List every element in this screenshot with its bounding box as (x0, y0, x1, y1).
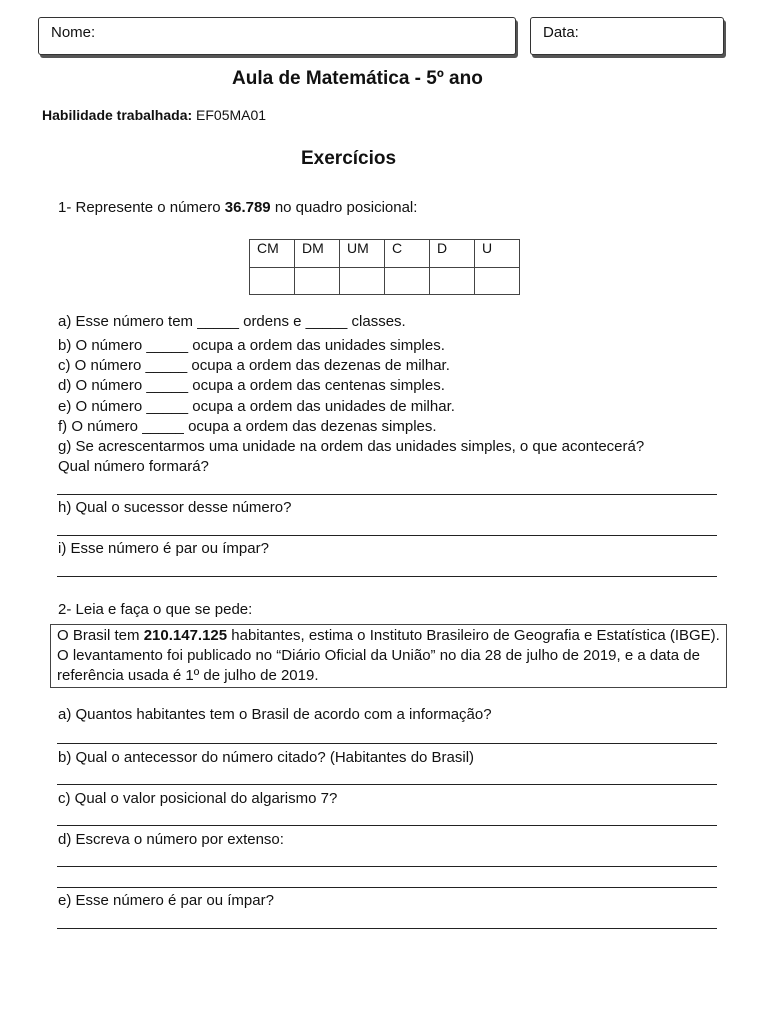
answer-line-2a[interactable] (57, 743, 717, 744)
name-label: Nome: (51, 24, 96, 41)
place-value-cell-dm[interactable] (295, 268, 340, 295)
place-value-cell-c[interactable] (385, 268, 430, 295)
place-value-cell-cm[interactable] (250, 268, 295, 295)
q1-item-f: f) O número _____ ocupa a ordem das dezenas simples. (58, 418, 437, 435)
place-value-table (249, 239, 520, 295)
census-text-after: habitantes, estima o Instituto Brasileiro de Geografia e Estatística (IBGE). O levantamento foi publicado no “Diário Oficial da União” no dia 28 de julho de 2019, e a data de referência usada é 1º de julho de 2019. (57, 627, 720, 684)
skill-label: Habilidade trabalhada: (42, 107, 193, 123)
census-text-before: O Brasil tem (57, 627, 144, 644)
q1-item-e: e) O número _____ ocupa a ordem das unidades de milhar. (58, 398, 455, 415)
page-title: Aula de Matemática - 5º ano (232, 68, 483, 89)
answer-line-g[interactable] (57, 494, 717, 495)
place-value-header-dm: DM (295, 240, 340, 268)
place-value-cell-d[interactable] (430, 268, 475, 295)
date-field[interactable] (530, 17, 724, 55)
place-value-header-c: C (385, 240, 430, 268)
q1-prompt-before: 1- Represente o número (58, 199, 225, 216)
q1-question-h: h) Qual o sucessor desse número? (58, 499, 292, 516)
q1-item-g: g) Se acrescentarmos uma unidade na ordem das unidades simples, o que acontecerá? (58, 438, 645, 455)
q1-item-b: b) O número _____ ocupa a ordem das unidades simples. (58, 337, 445, 354)
question-1-prompt (58, 199, 417, 216)
q1-item-a: a) Esse número tem _____ ordens e _____ classes. (58, 313, 406, 330)
skill-code: EF05MA01 (196, 107, 267, 123)
place-value-header-row (250, 240, 520, 268)
section-title: Exercícios (301, 148, 397, 169)
census-population: 210.147.125 (143, 627, 228, 644)
place-value-answer-row (250, 268, 520, 295)
place-value-header-u: U (475, 240, 520, 268)
answer-line-2b[interactable] (57, 784, 717, 785)
answer-line-2d-1[interactable] (57, 866, 717, 867)
skill-line (42, 107, 266, 123)
question-2-prompt: 2- Leia e faça o que se pede: (58, 601, 253, 618)
q1-prompt-after: no quadro posicional: (270, 199, 418, 216)
name-field[interactable] (38, 17, 516, 55)
q2-question-a: a) Quantos habitantes tem o Brasil de acordo com a informação? (58, 706, 492, 723)
place-value-cell-um[interactable] (340, 268, 385, 295)
answer-line-2e[interactable] (57, 928, 717, 929)
q1-item-c: c) O número _____ ocupa a ordem das dezenas de milhar. (58, 357, 450, 374)
place-value-header-cm: CM (250, 240, 295, 268)
census-text-box (50, 624, 727, 688)
q1-item-d: d) O número _____ ocupa a ordem das centenas simples. (58, 377, 445, 394)
place-value-cell-u[interactable] (475, 268, 520, 295)
answer-line-h[interactable] (57, 535, 717, 536)
place-value-header-um: UM (340, 240, 385, 268)
q2-question-c: c) Qual o valor posicional do algarismo 7? (58, 790, 338, 807)
answer-line-2d-2[interactable] (57, 887, 717, 888)
place-value-header-d: D (430, 240, 475, 268)
q2-question-b: b) Qual o antecessor do número citado? (Habitantes do Brasil) (58, 749, 475, 766)
q1-question-i: i) Esse número é par ou ímpar? (58, 540, 269, 557)
q1-number: 36.789 (224, 199, 271, 216)
answer-line-i[interactable] (57, 576, 717, 577)
q1-item-g-cont: Qual número formará? (58, 458, 209, 475)
q2-question-e: e) Esse número é par ou ímpar? (58, 892, 274, 909)
date-label: Data: (543, 24, 579, 41)
q2-question-d: d) Escreva o número por extenso: (58, 831, 284, 848)
answer-line-2c[interactable] (57, 825, 717, 826)
